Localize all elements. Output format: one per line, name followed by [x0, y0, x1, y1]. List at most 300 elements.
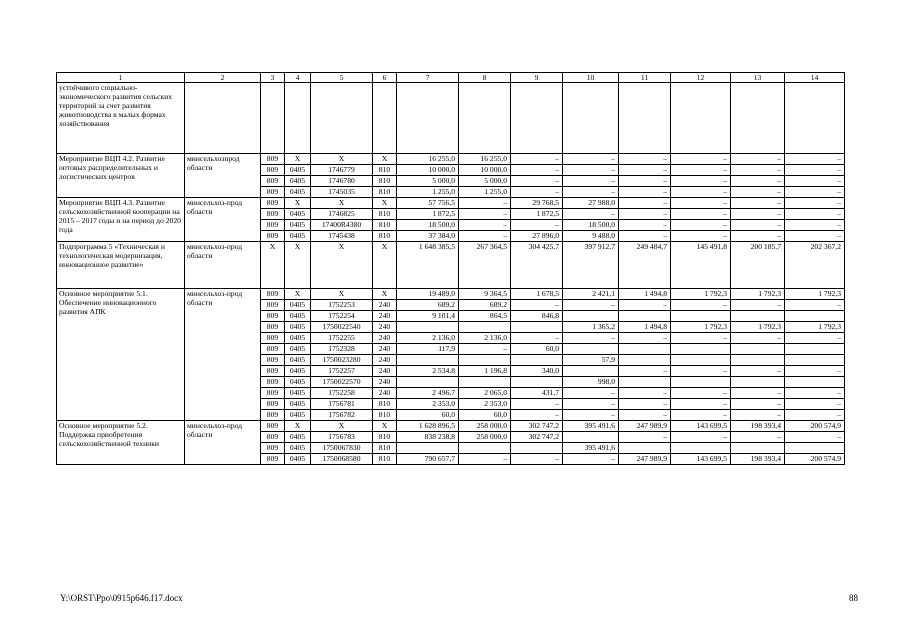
table-cell: –	[511, 165, 563, 176]
table-cell: 200 574,9	[785, 421, 845, 432]
table-cell: 16 255,0	[397, 154, 459, 165]
table-cell: 810	[373, 187, 397, 198]
table-cell: 60,0	[511, 344, 563, 355]
table-cell: –	[731, 187, 785, 198]
table-cell: 1 792,3	[785, 289, 845, 300]
table-cell: –	[459, 220, 511, 231]
table-cell: –	[563, 399, 619, 410]
table-cell: 258 000,0	[459, 432, 511, 443]
table-cell: 1 792,3	[671, 289, 731, 300]
table-cell: 809	[261, 377, 285, 388]
table-cell: 60,0	[459, 410, 511, 421]
table-cell: 9 101,4	[397, 311, 459, 322]
table-cell: –	[459, 454, 511, 465]
table-cell: 240	[373, 333, 397, 344]
table-cell: 810	[373, 454, 397, 465]
table-cell: 1746779	[311, 165, 373, 176]
subprogram-row	[57, 242, 845, 289]
table-cell	[731, 344, 785, 355]
table-cell: 18 500,0	[397, 220, 459, 231]
table-cell: 202 367,2	[785, 242, 845, 289]
table-row	[57, 154, 845, 165]
table-cell	[511, 377, 563, 388]
table-cell	[785, 443, 845, 454]
column-header: 12	[671, 73, 731, 83]
executor-name: минсельхоз-прод области	[185, 198, 261, 242]
table-row	[57, 421, 845, 432]
table-cell	[619, 311, 671, 322]
table-cell: –	[671, 198, 731, 209]
table-cell: 18 500,0	[563, 220, 619, 231]
table-cell: 198 393,4	[731, 454, 785, 465]
table-cell: –	[511, 454, 563, 465]
table-cell: –	[731, 220, 785, 231]
program-name: устойчивого социально-экономического развития сельских территорий за счет развития животноводства в малых формах хозяйствования	[57, 83, 185, 154]
table-cell: 809	[261, 154, 285, 165]
table-cell: 1 872,5	[511, 209, 563, 220]
table-cell: –	[511, 187, 563, 198]
table-cell: 0405	[285, 388, 311, 399]
table-cell: –	[785, 366, 845, 377]
table-cell: –	[619, 399, 671, 410]
column-header: 2	[185, 73, 261, 83]
column-header: 5	[311, 73, 373, 83]
table-cell: –	[511, 154, 563, 165]
table-cell: 1 196,8	[459, 366, 511, 377]
table-cell: 838 238,8	[397, 432, 459, 443]
table-cell: 240	[373, 344, 397, 355]
table-cell: 1750022570	[311, 377, 373, 388]
table-cell: –	[785, 300, 845, 311]
table-cell: 240	[373, 311, 397, 322]
table-cell: –	[459, 198, 511, 209]
table-cell: 1745438	[311, 231, 373, 242]
activity-name: Основное мероприятие 5.1. Обеспечение инновационного развития АПК	[57, 289, 185, 421]
table-cell: –	[785, 198, 845, 209]
table-cell: –	[619, 388, 671, 399]
table-cell: –	[731, 399, 785, 410]
table-cell	[619, 377, 671, 388]
table-cell: 810	[373, 209, 397, 220]
table-cell: 689,2	[397, 300, 459, 311]
table-cell	[397, 377, 459, 388]
table-cell: –	[563, 154, 619, 165]
table-cell: –	[619, 187, 671, 198]
table-cell: X	[373, 242, 397, 289]
table-cell: 2 065,0	[459, 388, 511, 399]
table-cell: 198 393,4	[731, 421, 785, 432]
table-cell	[785, 355, 845, 366]
table-cell	[397, 355, 459, 366]
table-cell	[563, 311, 619, 322]
table-cell: 57,9	[563, 355, 619, 366]
table-cell: –	[671, 231, 731, 242]
table-cell: 302 747,2	[511, 432, 563, 443]
table-cell: 809	[261, 209, 285, 220]
table-cell: 240	[373, 355, 397, 366]
table-cell: 809	[261, 432, 285, 443]
table-cell: –	[731, 333, 785, 344]
table-cell: 1752328	[311, 344, 373, 355]
table-cell: –	[731, 231, 785, 242]
table-cell: 16 255,0	[459, 154, 511, 165]
table-cell: –	[731, 410, 785, 421]
table-cell: –	[785, 388, 845, 399]
table-cell: X	[285, 154, 311, 165]
table-cell	[397, 322, 459, 333]
table-cell: X	[285, 421, 311, 432]
table-cell: –	[671, 300, 731, 311]
table-cell: 810	[373, 220, 397, 231]
table-cell: –	[563, 388, 619, 399]
table-cell: 27 896,0	[511, 231, 563, 242]
table-cell: 1752255	[311, 333, 373, 344]
table-cell: 809	[261, 231, 285, 242]
table-cell: 809	[261, 443, 285, 454]
table-cell: 1752258	[311, 388, 373, 399]
table-cell: 809	[261, 355, 285, 366]
table-cell: –	[563, 410, 619, 421]
table-cell	[459, 377, 511, 388]
table-cell: –	[671, 388, 731, 399]
table-cell: 2 421,1	[563, 289, 619, 300]
table-cell: X	[373, 198, 397, 209]
table-cell	[671, 311, 731, 322]
table-cell: –	[619, 198, 671, 209]
table-cell	[619, 443, 671, 454]
table-cell: –	[785, 209, 845, 220]
column-header: 10	[563, 73, 619, 83]
table-cell: –	[619, 209, 671, 220]
table-cell: 240	[373, 300, 397, 311]
table-cell: 258 000,0	[459, 421, 511, 432]
table-row	[57, 198, 845, 209]
table-cell: –	[511, 300, 563, 311]
table-cell: 809	[261, 165, 285, 176]
table-cell: 397 912,7	[563, 242, 619, 289]
table-cell	[511, 443, 563, 454]
executor-name: минсельхоз-прод области	[185, 289, 261, 421]
table-cell: 1750023280	[311, 355, 373, 366]
table-cell	[785, 377, 845, 388]
table-cell: X	[285, 289, 311, 300]
table-cell: –	[459, 344, 511, 355]
executor-name: минсельхозпрод области	[185, 154, 261, 198]
table-cell	[731, 443, 785, 454]
table-cell	[785, 344, 845, 355]
table-cell	[511, 322, 563, 333]
table-cell: –	[671, 366, 731, 377]
table-cell	[563, 344, 619, 355]
table-cell: X	[311, 289, 373, 300]
table-cell: 1756783	[311, 432, 373, 443]
table-cell: 27 988,0	[563, 198, 619, 209]
table-cell: –	[671, 410, 731, 421]
table-cell	[563, 432, 619, 443]
table-cell: 809	[261, 388, 285, 399]
table-cell: 10 000,0	[459, 165, 511, 176]
table-cell: 809	[261, 289, 285, 300]
table-cell: 2 496,7	[397, 388, 459, 399]
table-cell: 809	[261, 344, 285, 355]
table-cell: –	[619, 300, 671, 311]
table-cell: –	[731, 432, 785, 443]
table-cell: 0405	[285, 366, 311, 377]
table-cell: 809	[261, 187, 285, 198]
table-cell: 340,0	[511, 366, 563, 377]
table-cell: –	[731, 165, 785, 176]
table-cell: 809	[261, 410, 285, 421]
table-cell: –	[563, 165, 619, 176]
table-cell: 240	[373, 366, 397, 377]
table-cell: –	[731, 198, 785, 209]
table-cell: –	[731, 388, 785, 399]
table-cell: 0405	[285, 443, 311, 454]
table-cell: 9 364,5	[459, 289, 511, 300]
table-cell: 10 000,0	[397, 165, 459, 176]
table-cell: 0405	[285, 165, 311, 176]
table-cell: –	[785, 410, 845, 421]
table-cell: 143 699,5	[671, 421, 731, 432]
table-cell: 809	[261, 311, 285, 322]
table-cell: –	[619, 231, 671, 242]
header-row	[57, 73, 845, 83]
table-cell: –	[511, 176, 563, 187]
column-header: 6	[373, 73, 397, 83]
table-cell: 1756781	[311, 399, 373, 410]
table-cell: –	[563, 333, 619, 344]
table-cell: 864,5	[459, 311, 511, 322]
table-cell: 249 484,7	[619, 242, 671, 289]
table-cell: 2 353,0	[397, 399, 459, 410]
table-cell: –	[511, 333, 563, 344]
table-cell: –	[671, 220, 731, 231]
table-cell: –	[731, 176, 785, 187]
table-cell: 1745035	[311, 187, 373, 198]
table-cell: 0405	[285, 432, 311, 443]
table-cell: 57 756,5	[397, 198, 459, 209]
table-cell: –	[511, 399, 563, 410]
table-cell: –	[671, 399, 731, 410]
table-cell: X	[311, 154, 373, 165]
table-cell: 810	[373, 432, 397, 443]
table-cell: 1 872,5	[397, 209, 459, 220]
table-cell	[397, 443, 459, 454]
table-cell: –	[459, 231, 511, 242]
table-cell: –	[671, 154, 731, 165]
table-cell: X	[311, 198, 373, 209]
table-cell	[671, 355, 731, 366]
table-cell: –	[785, 220, 845, 231]
table-cell: 1 792,3	[731, 289, 785, 300]
table-cell: 1 792,3	[785, 322, 845, 333]
table-cell: 60,0	[397, 410, 459, 421]
table-cell: –	[459, 209, 511, 220]
table-cell: 200 574,9	[785, 454, 845, 465]
table-cell: 302 747,2	[511, 421, 563, 432]
table-cell	[619, 344, 671, 355]
table-cell: –	[731, 209, 785, 220]
table-cell: 247 989,9	[619, 454, 671, 465]
activity-name: Мероприятие ВЦП 4.2. Развитие оптовых распределительных и логистических центров	[57, 154, 185, 198]
column-header: 13	[731, 73, 785, 83]
table-cell: –	[671, 209, 731, 220]
table-cell: 1750022540	[311, 322, 373, 333]
table-cell: –	[619, 366, 671, 377]
table-cell: 304 425,7	[511, 242, 563, 289]
table-cell	[671, 377, 731, 388]
table-cell: 809	[261, 300, 285, 311]
table-cell: 790 657,7	[397, 454, 459, 465]
table-cell: –	[785, 231, 845, 242]
table-cell: 37 384,0	[397, 231, 459, 242]
table-cell: 809	[261, 333, 285, 344]
table-cell: 2 353,0	[459, 399, 511, 410]
table-cell: –	[785, 165, 845, 176]
table-cell	[731, 311, 785, 322]
table-cell: 145 491,8	[671, 242, 731, 289]
table-cell: 1750067830	[311, 443, 373, 454]
table-cell: –	[785, 187, 845, 198]
table-cell: X	[261, 242, 285, 289]
table-cell: 2 136,0	[459, 333, 511, 344]
table-cell: 809	[261, 176, 285, 187]
table-cell: 240	[373, 377, 397, 388]
executor-name: минсельхоз-прод области	[185, 242, 261, 289]
table-cell: –	[671, 165, 731, 176]
table-cell: 810	[373, 176, 397, 187]
table-cell	[563, 366, 619, 377]
table-cell: 0405	[285, 322, 311, 333]
column-header: 8	[459, 73, 511, 83]
budget-table	[56, 72, 845, 465]
table-cell: 240	[373, 322, 397, 333]
table-cell: –	[671, 333, 731, 344]
column-header: 1	[57, 73, 185, 83]
table-cell: –	[619, 220, 671, 231]
table-cell: 809	[261, 198, 285, 209]
table-cell: 240	[373, 388, 397, 399]
table-cell: 1 678,5	[511, 289, 563, 300]
table-cell: 809	[261, 366, 285, 377]
table-cell: –	[619, 176, 671, 187]
page-number: 88	[849, 593, 858, 603]
table-cell: –	[511, 220, 563, 231]
table-cell	[459, 322, 511, 333]
table-cell: 19 489,0	[397, 289, 459, 300]
table-cell: 846,8	[511, 311, 563, 322]
table-cell: X	[373, 289, 397, 300]
table-cell: 1 255,0	[459, 187, 511, 198]
column-header: 3	[261, 73, 285, 83]
table-cell: 247 989,9	[619, 421, 671, 432]
table-cell: 0405	[285, 333, 311, 344]
table-cell: –	[671, 176, 731, 187]
table-cell: –	[671, 187, 731, 198]
table-cell: X	[285, 198, 311, 209]
table-cell: 1750068580	[311, 454, 373, 465]
table-cell	[671, 443, 731, 454]
table-cell: –	[619, 410, 671, 421]
column-header: 14	[785, 73, 845, 83]
table-cell: 0405	[285, 231, 311, 242]
table-cell: 0405	[285, 355, 311, 366]
table-cell: 9 488,0	[563, 231, 619, 242]
table-cell: 1 792,3	[671, 322, 731, 333]
table-cell: 1752257	[311, 366, 373, 377]
table-cell: –	[563, 187, 619, 198]
table-cell: 0405	[285, 377, 311, 388]
table-cell: 395 491,6	[563, 443, 619, 454]
column-header: 9	[511, 73, 563, 83]
table-cell: 810	[373, 399, 397, 410]
table-cell: 200 185,7	[731, 242, 785, 289]
table-cell: –	[563, 454, 619, 465]
table-cell: –	[731, 154, 785, 165]
table-cell: 0405	[285, 176, 311, 187]
table-cell	[785, 311, 845, 322]
activity-name: Мероприятие ВЦП 4.3. Развитие сельскохозяйственной кооперации на 2015 – 2017 годы и на период до 2020 года	[57, 198, 185, 242]
table-cell: X	[373, 421, 397, 432]
table-cell: 0405	[285, 344, 311, 355]
table-cell: 809	[261, 220, 285, 231]
table-cell: –	[563, 176, 619, 187]
table-cell: X	[311, 242, 373, 289]
table-cell: 267 364,5	[459, 242, 511, 289]
table-cell: –	[563, 300, 619, 311]
table-cell: 1756782	[311, 410, 373, 421]
table-cell	[731, 377, 785, 388]
table-cell: 5 000,0	[397, 176, 459, 187]
table-cell: 1 365,2	[563, 322, 619, 333]
table-cell: –	[785, 333, 845, 344]
activity-name: Основное мероприятие 5.2. Поддержка приобретения сельскохозяйственной техники	[57, 421, 185, 465]
table-cell	[511, 355, 563, 366]
table-cell: –	[511, 410, 563, 421]
table-cell: 395 491,6	[563, 421, 619, 432]
executor-name: минсельхоз-прод области	[185, 421, 261, 465]
table-cell: 1746780	[311, 176, 373, 187]
table-cell: 0405	[285, 209, 311, 220]
table-cell: 0405	[285, 399, 311, 410]
file-path: Y:\ORST\Ppo\0915p646.f17.docx	[60, 593, 183, 603]
table-cell: 1 648 385,5	[397, 242, 459, 289]
table-cell: –	[619, 165, 671, 176]
table-cell	[459, 443, 511, 454]
table-cell: –	[785, 432, 845, 443]
table-cell: –	[671, 432, 731, 443]
table-cell: 0405	[285, 454, 311, 465]
table-cell: X	[373, 154, 397, 165]
table-cell: 810	[373, 443, 397, 454]
table-cell: 0405	[285, 300, 311, 311]
table-cell: 809	[261, 322, 285, 333]
table-cell: –	[785, 154, 845, 165]
table-cell: X	[311, 421, 373, 432]
table-cell: –	[619, 154, 671, 165]
table-cell: 431,7	[511, 388, 563, 399]
table-cell: 17400R4380	[311, 220, 373, 231]
table-cell: 810	[373, 165, 397, 176]
table-cell: 0405	[285, 187, 311, 198]
table-cell: –	[619, 432, 671, 443]
table-cell: 5 000,0	[459, 176, 511, 187]
table-cell: X	[285, 242, 311, 289]
table-cell: 0405	[285, 311, 311, 322]
table-cell: 117,9	[397, 344, 459, 355]
table-cell: –	[619, 333, 671, 344]
table-cell: 809	[261, 399, 285, 410]
